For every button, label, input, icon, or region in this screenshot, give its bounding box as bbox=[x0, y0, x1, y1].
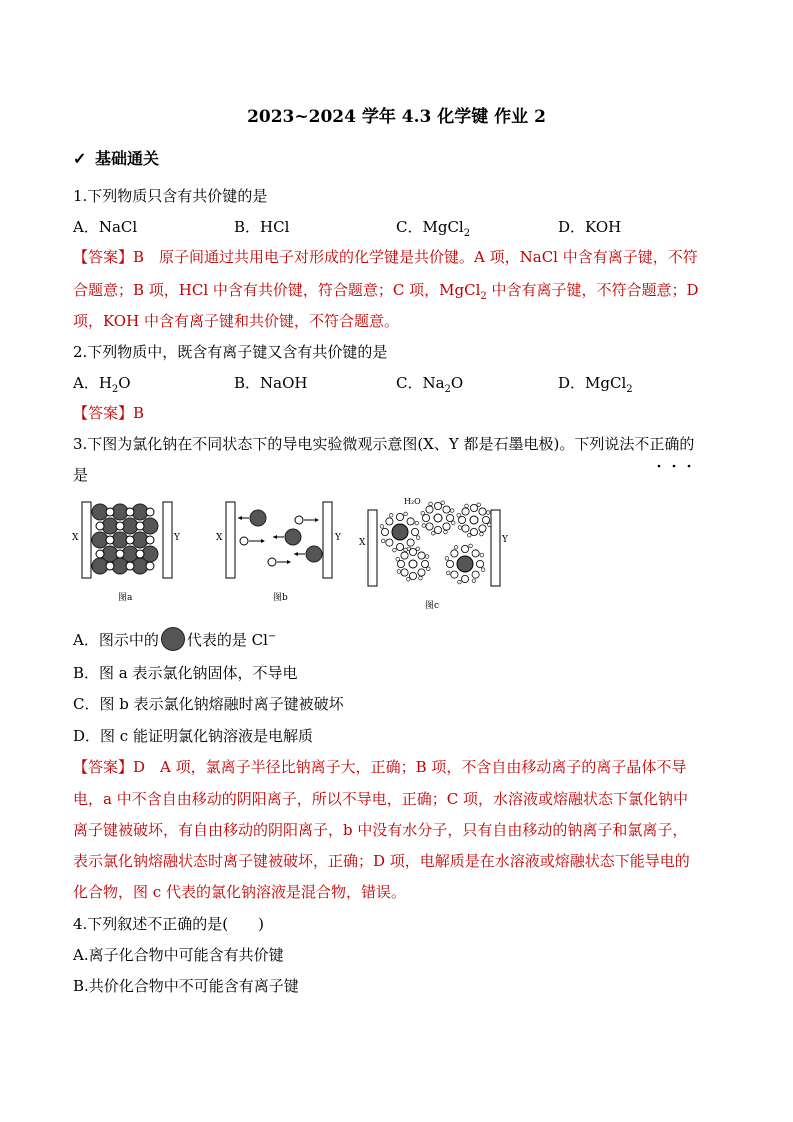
section-label: 基础通关 bbox=[95, 149, 160, 168]
sodium-ion bbox=[106, 562, 114, 570]
q2-option-c: C．$Na_2O$ bbox=[396, 374, 464, 395]
panel-c bbox=[359, 497, 509, 611]
hydrated-sodium bbox=[457, 503, 491, 537]
sodium-ion bbox=[116, 522, 124, 530]
q3-option-b: B．图 a 表示氯化钠固体，不导电 bbox=[73, 664, 298, 682]
q2-option-d: D．MgCl$_2$ bbox=[558, 374, 633, 395]
panel-a-y: Y bbox=[174, 533, 180, 543]
sodium-ion bbox=[136, 522, 144, 530]
sodium-ion bbox=[146, 562, 154, 570]
q1-stem: 1.下列物质只含有共价键的是 bbox=[73, 187, 268, 205]
nacl-conduction-figure bbox=[68, 490, 528, 615]
q2-option-a: A．$H_2O$ bbox=[73, 374, 131, 395]
section-heading bbox=[73, 148, 159, 170]
panel-a bbox=[72, 502, 181, 603]
q1-option-a: A．NaCl bbox=[73, 218, 138, 236]
q3-answer-line-4: 表示氯化钠熔融状态时离子键被破坏，正确；D 项，电解质是在水溶液或熔融状态下能导电的 bbox=[73, 852, 690, 870]
sodium-ion bbox=[126, 508, 134, 516]
q3-answer-line-1: 【答案】D A 项，氯离子半径比钠离子大，正确；B 项，不含自由移动离子的离子晶体不导 bbox=[73, 758, 687, 776]
sodium-ion bbox=[116, 550, 124, 558]
q1-answer-line-2: 合题意；B 项，HCl 中含有共价键，符合题意；C 项，MgCl$_2$ 中含有离子键，不符合题意；D bbox=[73, 281, 699, 302]
caption-c: 图c bbox=[425, 601, 440, 611]
hydrated-chloride bbox=[445, 544, 485, 584]
q3-stem-line-1: 3.下图为氯化钠在不同状态下的导电实验微观示意图(X、Y 都是石墨电极)。下列说法不正确的 bbox=[73, 435, 695, 453]
sodium-ion bbox=[146, 508, 154, 516]
q4-option-a: A.离子化合物中可能含有共价键 bbox=[73, 946, 284, 964]
panel-c-x: X bbox=[359, 538, 366, 548]
sodium-ion bbox=[96, 550, 104, 558]
panel-b-y: Y bbox=[335, 533, 341, 543]
q1-answer-line-3: 项，KOH 中含有离子键和共价键，不符合题意。 bbox=[73, 312, 399, 330]
sodium-ion bbox=[96, 522, 104, 530]
q1-answer-line-1: 【答案】B 原子间通过共用电子对形成的化学键是共价键。A 项，NaCl 中含有离子键，不符 bbox=[73, 248, 698, 266]
panel-b-x: X bbox=[216, 533, 223, 543]
panel-c-y: Y bbox=[502, 535, 508, 545]
q2-stem: 2.下列物质中，既含有离子键又含有共价键的是 bbox=[73, 343, 388, 361]
q3-option-a: A．图示中的 代表的是 Cl− bbox=[73, 627, 276, 651]
caption-b: 图b bbox=[273, 593, 288, 603]
h2o-label: H₂O bbox=[404, 497, 421, 506]
q2-option-b: B．NaOH bbox=[234, 374, 308, 392]
page-title: 2023~2024 学年 4.3 化学键 作业 2 bbox=[247, 107, 546, 127]
check-icon: ✓ bbox=[73, 149, 87, 168]
sodium-ion bbox=[106, 536, 114, 544]
hydrated-chloride bbox=[380, 512, 420, 552]
caption-a: 图a bbox=[118, 593, 133, 603]
q4-stem: 4.下列叙述不正确的是( ) bbox=[73, 915, 265, 933]
hydrated-sodium bbox=[396, 547, 430, 581]
q1-option-d: D．KOH bbox=[558, 218, 622, 236]
q3-option-c: C．图 b 表示氯化钠熔融时离子键被破坏 bbox=[73, 695, 344, 713]
q3-stem-line-2: 是 bbox=[73, 466, 89, 484]
q3-option-d: D．图 c 能证明氯化钠溶液是电解质 bbox=[73, 727, 313, 745]
panel-a-x: X bbox=[72, 533, 79, 543]
sodium-ion bbox=[136, 550, 144, 558]
q3-answer-line-5: 化合物，图 c 代表的氯化钠溶液是混合物，错误。 bbox=[73, 883, 406, 901]
q2-answer: 【答案】B bbox=[73, 404, 145, 422]
emphasis-not-correct: 不正确 bbox=[634, 435, 680, 453]
hydrated-sodium bbox=[421, 501, 455, 535]
chloride-ion-icon bbox=[161, 627, 185, 651]
q3-answer-line-3: 离子键被破坏，有自由移动的阴阳离子，b 中没有水分子，只有自由移动的钠离子和氯离子， bbox=[73, 821, 688, 839]
q3-answer-line-2: 电，a 中不含自由移动的阴阳离子，所以不导电，正确；C 项，水溶液或熔融状态下氯化钠中 bbox=[73, 790, 688, 808]
panel-b bbox=[216, 502, 342, 603]
sodium-ion bbox=[126, 562, 134, 570]
sodium-ion bbox=[146, 536, 154, 544]
sodium-ion bbox=[126, 536, 134, 544]
q4-option-b: B.共价化合物中不可能含有离子键 bbox=[73, 977, 299, 995]
q1-option-c: C．MgCl$_2$ bbox=[396, 218, 471, 239]
q1-option-b: B．HCl bbox=[234, 218, 290, 236]
emphasis-dots bbox=[652, 455, 702, 463]
sodium-ion bbox=[106, 508, 114, 516]
